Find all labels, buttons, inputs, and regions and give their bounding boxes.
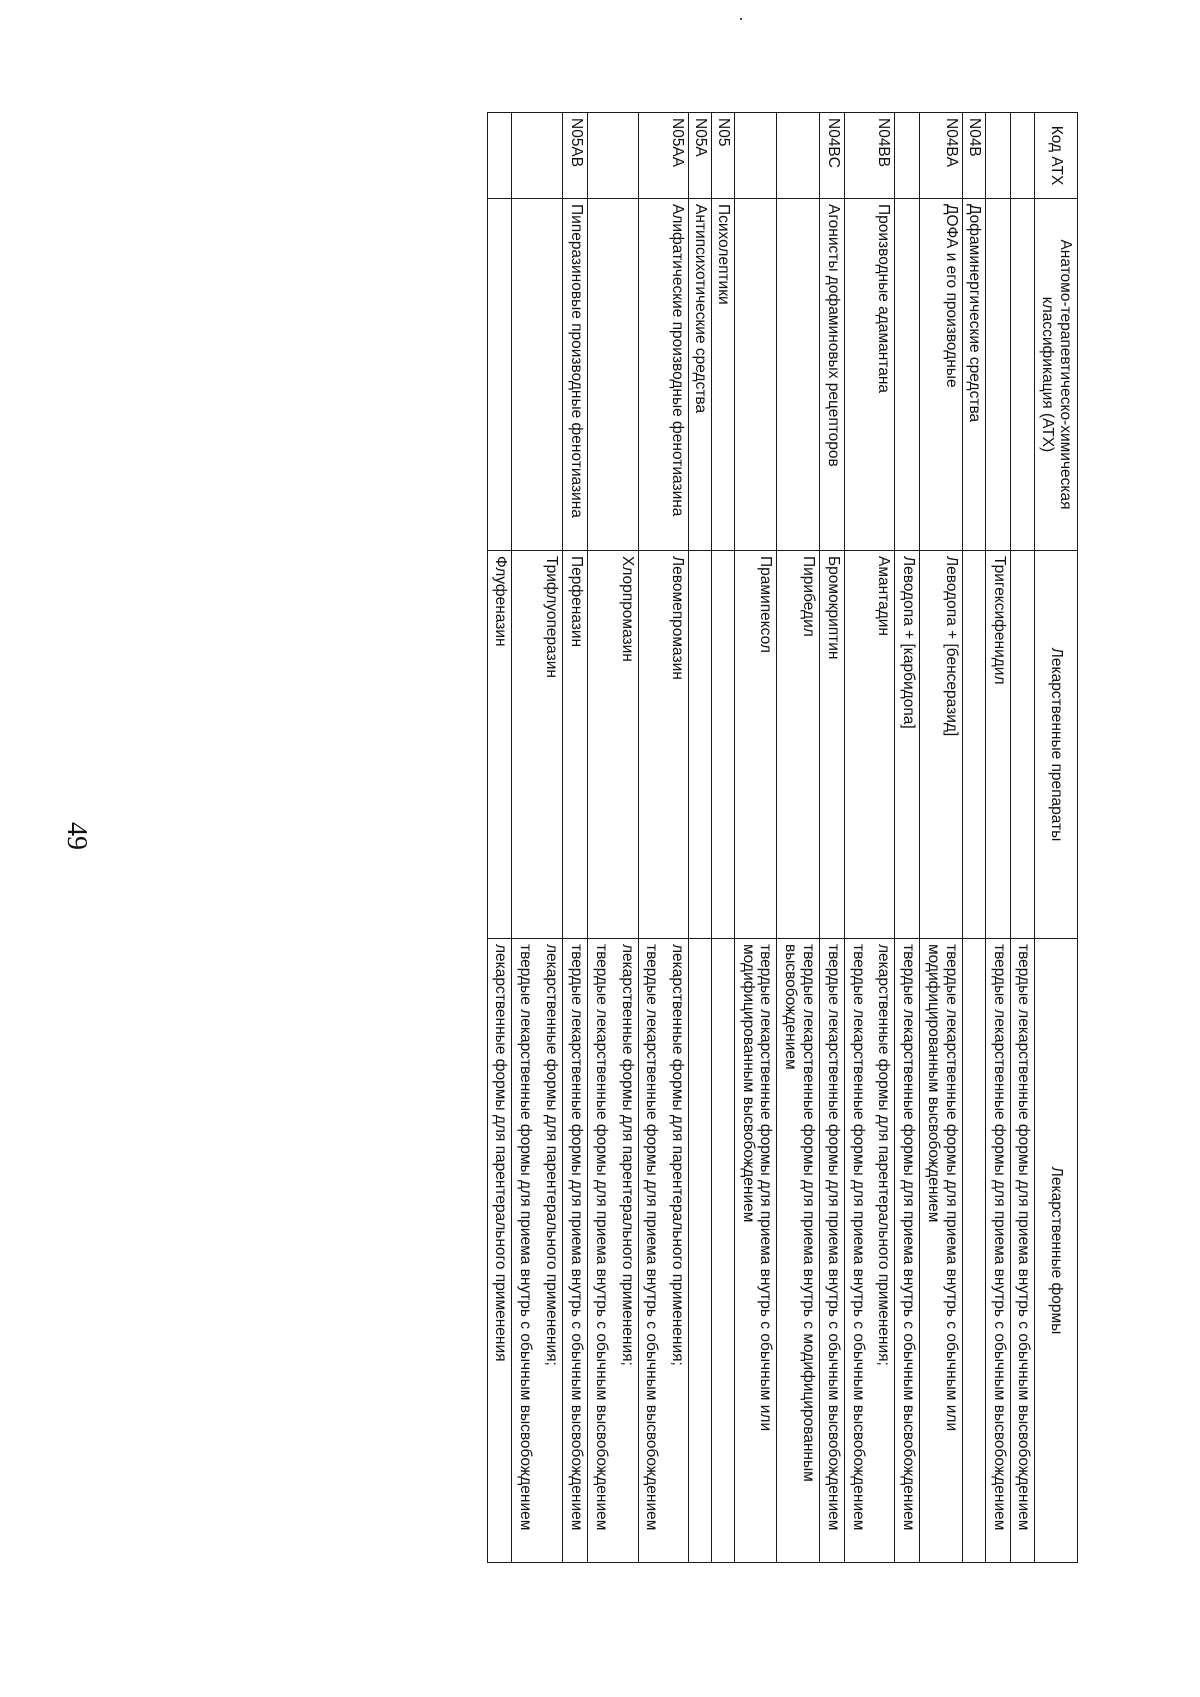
dosage-form-item: лекарственные формы для парентерального применения; [875,944,893,1366]
medicines-table [487,112,1078,1563]
table-row [587,113,638,1563]
cell-dosage-forms [563,939,588,1563]
cell-atc-classification [487,199,512,551]
cell-atc-classification: Антипсихотические средства [689,199,712,551]
cell-atc-classification: ДОФА и его производные [920,199,963,551]
cell-drug-name: Тригексифенидил [985,551,1010,939]
dosage-form-item: твердые лекарственные формы для приема внутрь с обычным высвобождением [592,944,610,1531]
cell-atc-code [487,113,512,199]
cell-atc-classification: Производные адамантана [844,199,895,551]
header-drugs: Лекарственные препараты [1035,551,1078,939]
cell-dosage-forms [712,939,735,1563]
cell-dosage-forms [820,939,845,1563]
cell-atc-code [985,113,1010,199]
table-row [920,113,963,1563]
cell-atc-classification [512,199,563,551]
table-row [985,113,1010,1563]
cell-drug-name: Хлорпромазин [587,551,638,939]
cell-drug-name: Левомепромазин [638,551,689,939]
cell-atc-code [587,113,638,199]
cell-atc-classification: Психолептики [712,199,735,551]
table-row [962,113,985,1563]
cell-atc-code [1010,113,1035,199]
cell-atc-code [777,113,820,199]
dosage-form-item: твердые лекарственные формы для приема внутрь с обычным высвобождением [1015,944,1033,1531]
cell-atc-code: N05AB [563,113,588,199]
cell-atc-code: N04BB [844,113,895,199]
cell-atc-code: N04B [962,113,985,199]
cell-atc-classification: Дофаминергические средства [962,199,985,551]
cell-atc-classification [587,199,638,551]
cell-atc-classification [895,199,920,551]
cell-dosage-forms [734,939,777,1563]
table-row [777,113,820,1563]
rotated-page-content [122,112,1078,1562]
cell-drug-name [962,551,985,939]
cell-drug-name: Трифлуоперазин [512,551,563,939]
dosage-form-item: твердые лекарственные формы для приема внутрь с обычным или модифицированным высвобождением [739,944,775,1432]
cell-atc-classification [777,199,820,551]
cell-dosage-forms [587,939,638,1563]
cell-drug-name: Амантадин [844,551,895,939]
dosage-form-item: твердые лекарственные формы для приема внутрь с обычным высвобождением [567,944,585,1531]
header-classification: Анатомо-терапевтическо-химическая классификация (АТХ) [1035,199,1078,551]
table-body [487,113,1035,1563]
header-forms: Лекарственные формы [1035,939,1078,1563]
cell-dosage-forms [962,939,985,1563]
cell-dosage-forms [985,939,1010,1563]
cell-drug-name: Флуфеназин [487,551,512,939]
cell-drug-name [712,551,735,939]
table-row [1010,113,1035,1563]
page-number: 49 [61,822,92,850]
cell-drug-name: Леводопа + [бенсеразид] [920,551,963,939]
table-row [712,113,735,1563]
cell-dosage-forms [487,939,512,1563]
cell-atc-classification [734,199,777,551]
table-row [844,113,895,1563]
cell-drug-name: Бромокриптин [820,551,845,939]
dosage-form-item: твердые лекарственные формы для приема внутрь с обычным высвобождением [900,944,918,1531]
cell-atc-code [895,113,920,199]
cell-dosage-forms [844,939,895,1563]
cell-atc-classification: Агонисты дофаминовых рецепторов [820,199,845,551]
table-row [563,113,588,1563]
header-code: Код АТХ [1035,113,1078,199]
table-row [487,113,512,1563]
cell-atc-code [734,113,777,199]
cell-atc-classification [985,199,1010,551]
cell-drug-name [1010,551,1035,939]
cell-atc-code: N05AA [638,113,689,199]
table-row [895,113,920,1563]
cell-atc-classification: Алифатические производные фенотиазина [638,199,689,551]
cell-dosage-forms [895,939,920,1563]
cell-atc-code: N04BC [820,113,845,199]
cell-drug-name [689,551,712,939]
cell-dosage-forms [638,939,689,1563]
cell-drug-name: Прамипексол [734,551,777,939]
table-row [512,113,563,1563]
dosage-form-item: твердые лекарственные формы для приема внутрь с обычным высвобождением [990,944,1008,1531]
cell-drug-name: Пирибедил [777,551,820,939]
table-header-row [1035,113,1078,1563]
table-row [638,113,689,1563]
dosage-form-item: лекарственные формы для парентерального применения; [543,944,561,1366]
dosage-form-item: твердые лекарственные формы для приема внутрь с модифицированным высвобождением [782,944,818,1482]
cell-dosage-forms [1010,939,1035,1563]
cell-atc-classification: Пиперазиновые производные фенотиазина [563,199,588,551]
dosage-form-item: лекарственные формы для парентерального применения; [669,944,687,1366]
dosage-form-item: твердые лекарственные формы для приема внутрь с обычным высвобождением [643,944,661,1531]
table-row [820,113,845,1563]
cell-dosage-forms [777,939,820,1563]
dosage-form-item: твердые лекарственные формы для приема внутрь с обычным высвобождением [849,944,867,1531]
cell-atc-code: N05A [689,113,712,199]
dosage-form-item: твердые лекарственные формы для приема внутрь с обычным или модифицированным высвобождением [925,944,960,1432]
table-row [689,113,712,1563]
dosage-form-item: лекарственные формы для парентерального применения [492,944,510,1362]
dosage-form-item: лекарственные формы для парентерального применения; [618,944,636,1366]
table-row [734,113,777,1563]
cell-atc-classification [1010,199,1035,551]
cell-dosage-forms [689,939,712,1563]
cell-dosage-forms [512,939,563,1563]
dosage-form-item: твердые лекарственные формы для приема внутрь с обычным высвобождением [824,944,842,1531]
cell-dosage-forms [920,939,963,1563]
cell-atc-code [512,113,563,199]
cell-drug-name: Леводопа + [карбидопа] [895,551,920,939]
dosage-form-item: твердые лекарственные формы для приема внутрь с обычным высвобождением [517,944,535,1531]
cell-atc-code: N05 [712,113,735,199]
cell-atc-code: N04BA [920,113,963,199]
cell-drug-name: Перфеназин [563,551,588,939]
scan-speck [740,18,742,20]
